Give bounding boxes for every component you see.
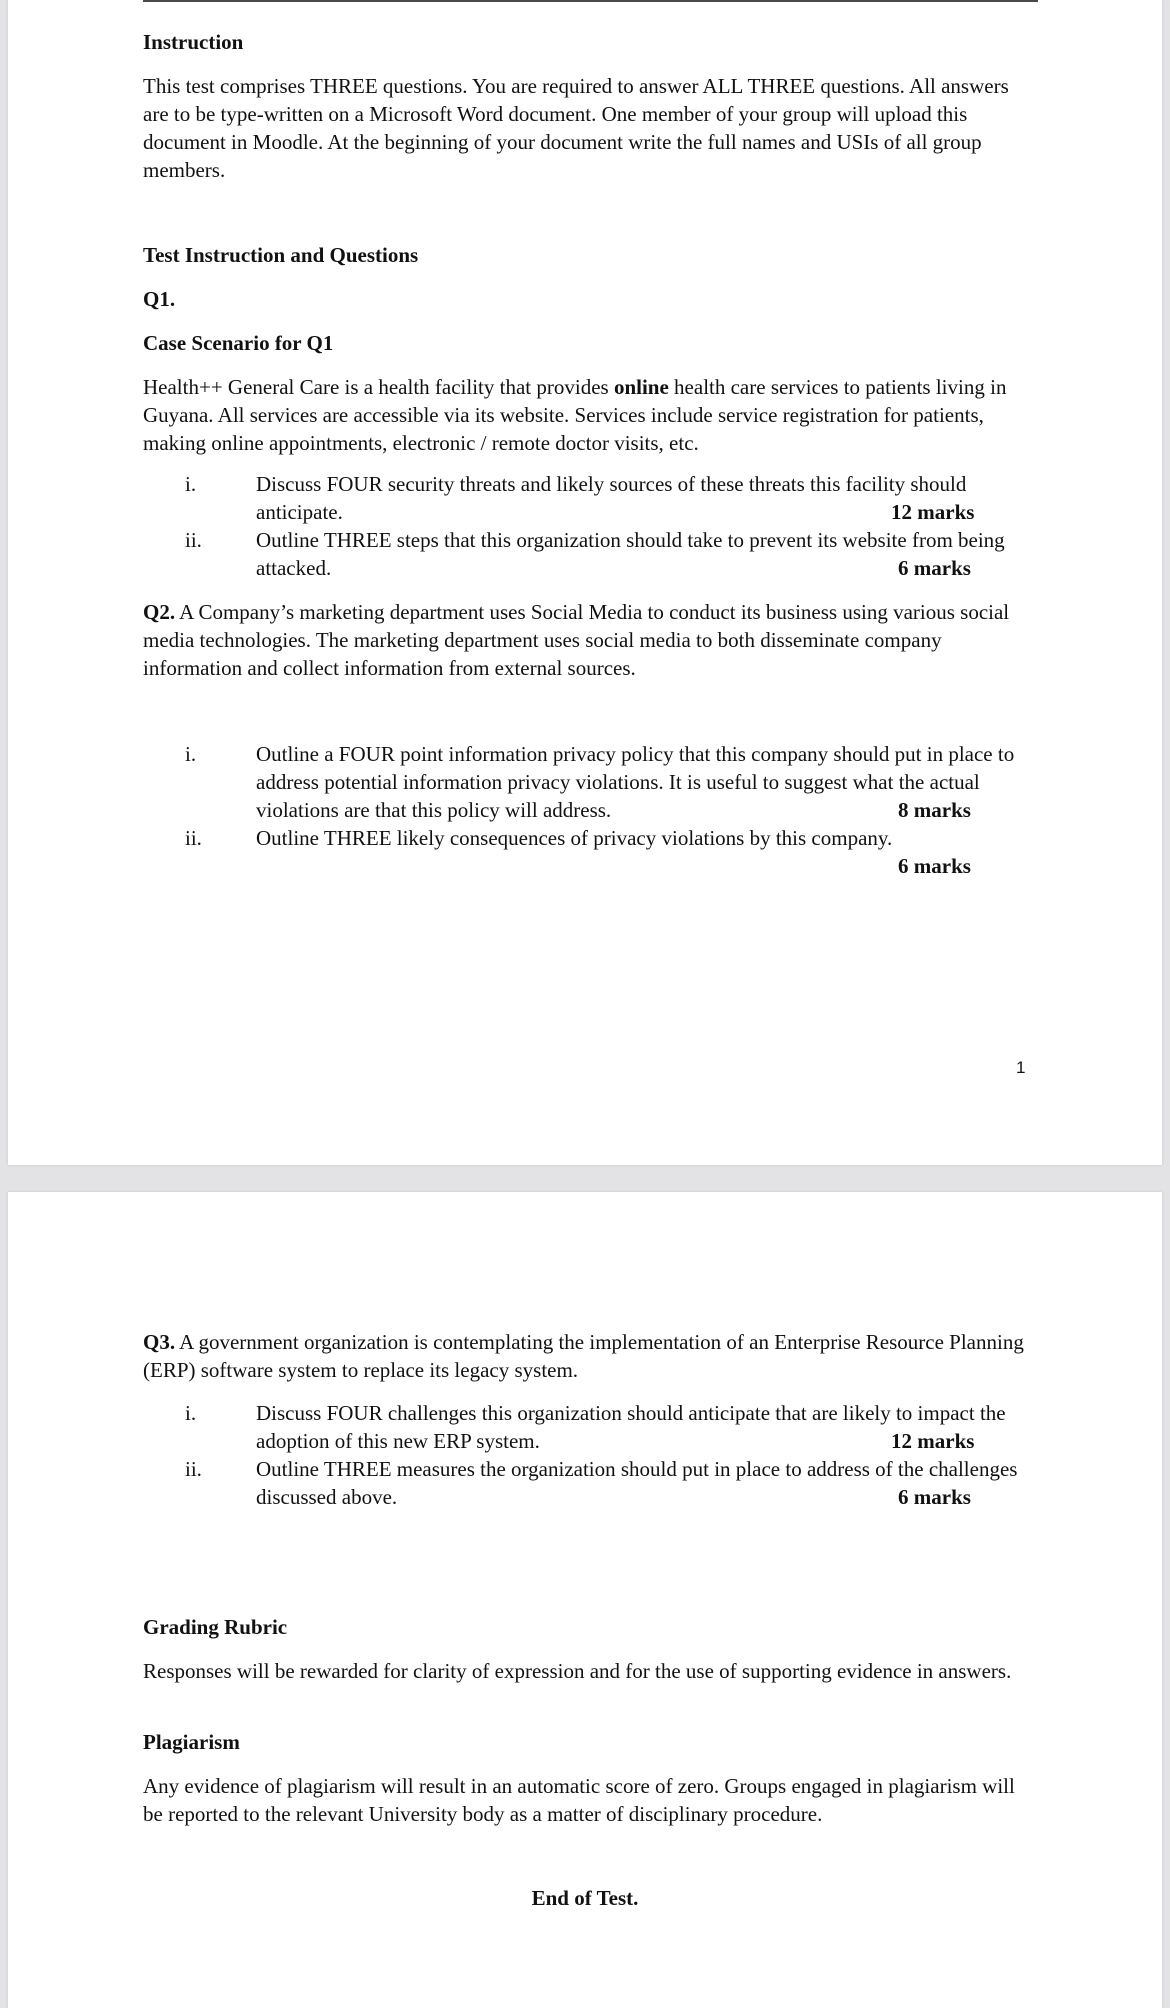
q3-label: Q3. [143,1330,176,1354]
document-page-2 [8,1192,1162,2008]
q2-item [155,824,1055,880]
item-text: Discuss FOUR security threats and likely sources of these threats this facility should anticipate. [256,472,967,524]
item-marks: 8 marks [898,798,971,822]
plagiarism-paragraph: Any evidence of plagiarism will result in an automatic score of zero. Groups engaged in plagiarism will be reported to the relevant University body as a matter of disciplinary procedure. [143,1774,1015,1826]
page-number: 1 [1016,1058,1026,1077]
q2-paragraph [143,598,1038,682]
plagiarism-heading: Plagiarism [143,1730,240,1754]
item-marks: 6 marks [898,854,971,878]
item-number: i. [185,742,197,766]
item-text: Outline THREE likely consequences of privacy violations by this company. [256,826,893,850]
item-text: Outline a FOUR point information privacy policy that this company should put in place to address potential information privacy violations. It is useful to suggest what the actual violations are that this policy will address. [256,742,1015,822]
q3-item [155,1399,1055,1455]
item-number: i. [185,1401,197,1425]
item-number: ii. [185,528,202,552]
item-marks: 6 marks [898,556,971,580]
document-page-1 [8,0,1162,1165]
item-marks: 12 marks [891,1429,975,1453]
q2-label: Q2. [143,600,176,624]
case-scenario-paragraph [143,373,1038,457]
item-marks: 6 marks [898,1485,971,1509]
grading-rubric-paragraph: Responses will be rewarded for clarity of expression and for the use of supporting evidence in answers. [143,1659,1012,1683]
grading-rubric-heading: Grading Rubric [143,1615,288,1639]
case-scenario-heading: Case Scenario for Q1 [143,331,334,355]
q3-text: A government organization is contemplating the implementation of an Enterprise Resource Planning (ERP) software system to replace its legacy system. [143,1330,1024,1382]
item-text: Outline THREE steps that this organization should take to prevent its website from being attacked. [256,528,1005,580]
item-text: Outline THREE measures the organization should put in place to address of the challenges discussed above. [256,1457,1018,1509]
case-text-after: health care services to patients living in Guyana. All services are accessible via its website. Services include service registration for patients, making online appointments, electronic / remote doctor visits, etc. [143,375,1007,455]
item-number: ii. [185,1457,202,1481]
test-heading: Test Instruction and Questions [143,243,419,267]
q3-item [155,1455,1055,1511]
item-marks: 12 marks [891,500,975,524]
q2-text: A Company’s marketing department uses Social Media to conduct its business using various social media technologies. The marketing department uses social media to both disseminate company information and collect information from external sources. [143,600,1010,680]
q1-heading: Q1. [143,287,176,311]
end-of-test: End of Test. [531,1886,639,1910]
header-rule [143,0,1038,2]
case-text-before: Health++ General Care is a health facility that provides [143,375,614,399]
instruction-paragraph: This test comprises THREE questions. You are required to answer ALL THREE questions. All answers are to be type-written on a Microsoft Word document. One member of your group will upload this document in Moodle. At the beginning of your document write the full names and USIs of all group members. [143,74,1009,182]
instruction-heading: Instruction [143,30,244,54]
q3-paragraph [143,1328,1038,1384]
item-number: ii. [185,826,202,850]
item-text: Discuss FOUR challenges this organization should anticipate that are likely to impact the adoption of this new ERP system. [256,1401,1006,1453]
q1-item [155,470,1055,526]
q1-item [155,526,1055,582]
case-text-bold: online [613,375,669,399]
q2-item [155,740,1055,824]
item-number: i. [185,472,197,496]
